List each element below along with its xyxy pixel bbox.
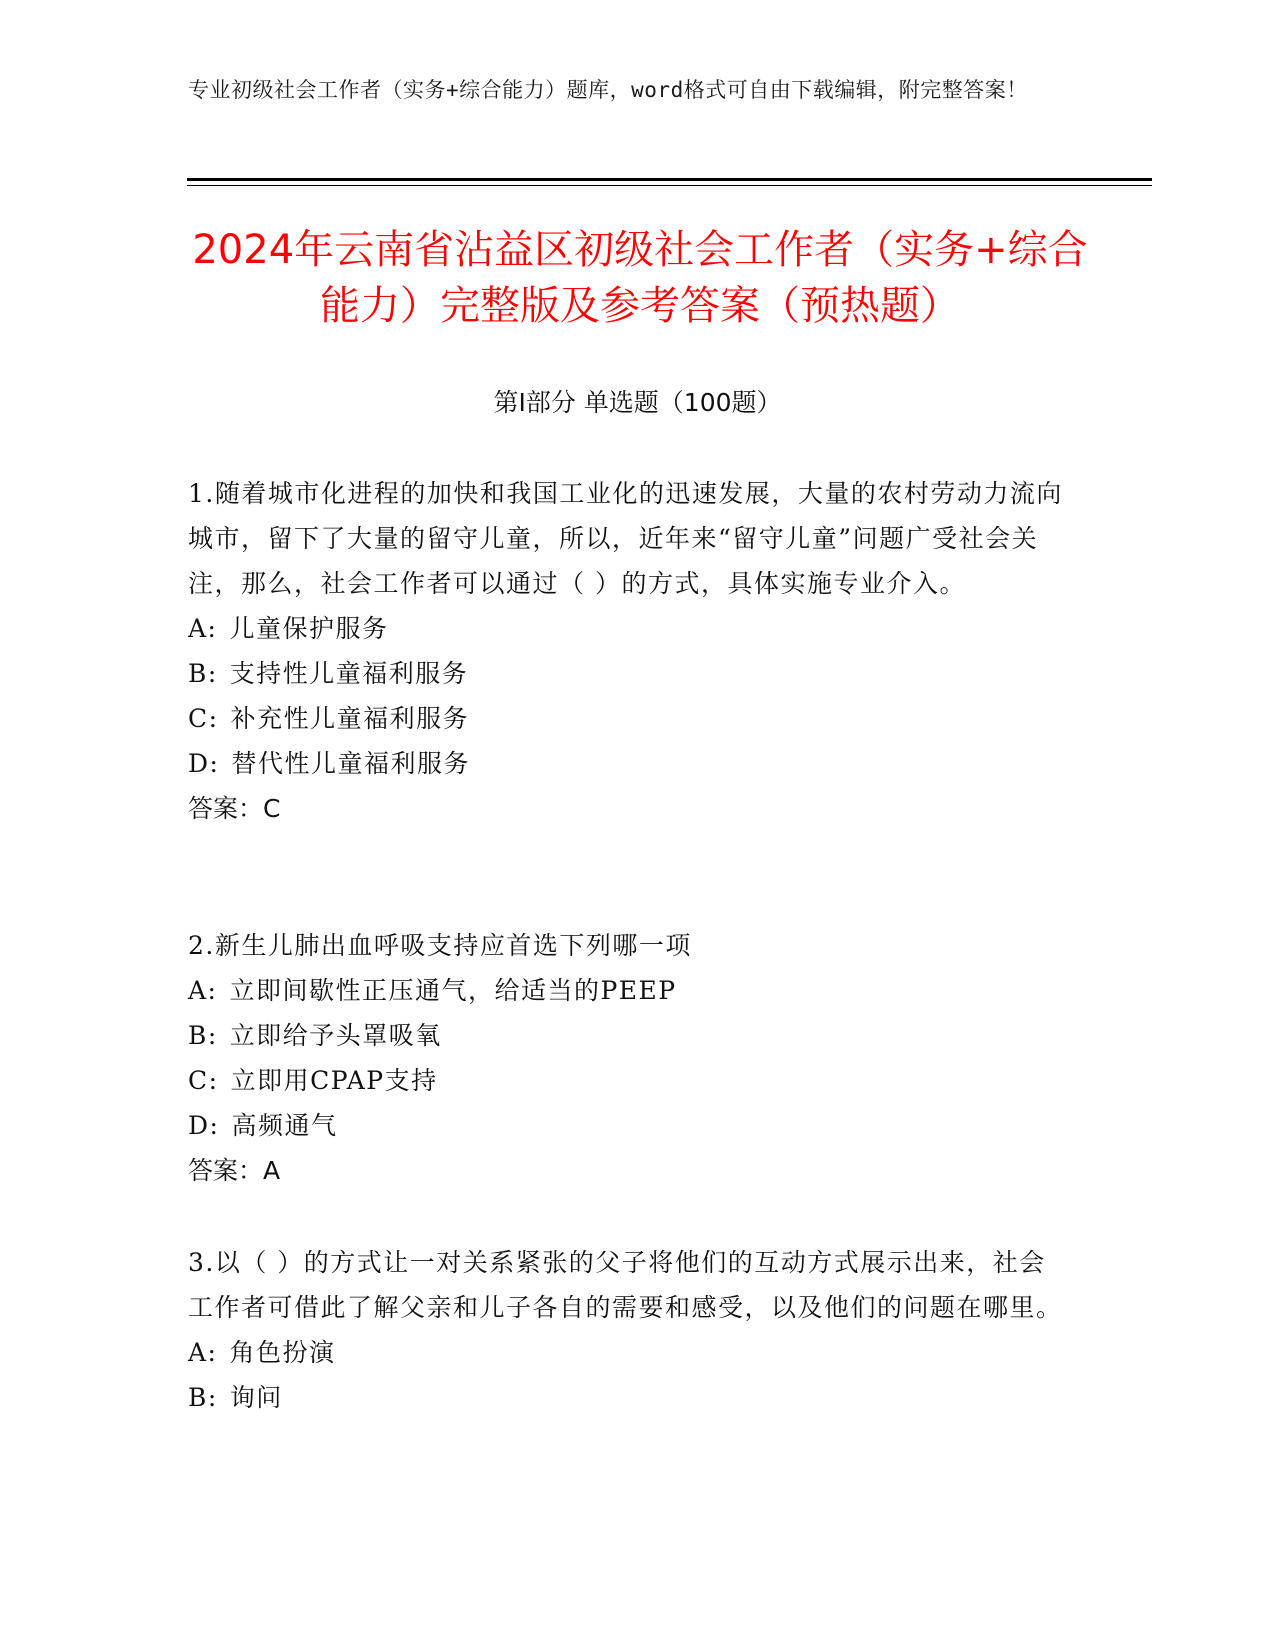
question-stem: 3.以（ ）的方式让一对关系紧张的父子将他们的互动方式展示出来，社会工作者可借此了解父亲和儿子各自的需要和感受，以及他们的问题在哪里。 xyxy=(188,1248,1063,1322)
option-key: D: xyxy=(188,749,220,778)
document-title: 2024年云南省沾益区初级社会工作者（实务+综合能力）完整版及参考答案（预热题） xyxy=(192,227,1088,329)
option-key: B: xyxy=(188,1383,218,1412)
option-text: 询问 xyxy=(229,1383,283,1412)
option-text: 补充性儿童福利服务 xyxy=(230,704,470,733)
option-text: 立即给予头罩吸氧 xyxy=(229,1021,442,1050)
option-text: 角色扮演 xyxy=(229,1338,336,1367)
option-key: D: xyxy=(188,1111,220,1140)
question-3 xyxy=(188,1240,1068,1420)
option-d xyxy=(188,1103,1068,1148)
header-note: 专业初级社会工作者（实务+综合能力）题库，word格式可自由下载编辑，附完整答案！ xyxy=(188,78,1028,102)
question-stem: 2.新生儿肺出血呼吸支持应首选下列哪一项 xyxy=(188,931,692,960)
option-key: B: xyxy=(188,1021,218,1050)
option-key: A: xyxy=(188,976,218,1005)
answer-line: 答案：C xyxy=(188,794,281,823)
option-b xyxy=(188,1375,1068,1420)
option-d xyxy=(188,741,1068,786)
option-b xyxy=(188,651,1068,696)
option-a xyxy=(188,968,1068,1013)
option-text: 支持性儿童福利服务 xyxy=(229,659,469,688)
option-text: 立即间歇性正压通气，给适当的PEEP xyxy=(229,976,677,1005)
option-key: A: xyxy=(188,1338,218,1367)
option-c xyxy=(188,1058,1068,1103)
header-divider-thick xyxy=(187,178,1152,181)
header-divider-thin xyxy=(187,185,1152,186)
option-key: B: xyxy=(188,659,218,688)
option-b xyxy=(188,1013,1068,1058)
option-c xyxy=(188,696,1068,741)
question-stem: 1.随着城市化进程的加快和我国工业化的迅速发展，大量的农村劳动力流向城市，留下了大量的留守儿童，所以，近年来“留守儿童”问题广受社会关注，那么，社会工作者可以通过（ ）的方式，具体实施专业介入。 xyxy=(188,479,1063,598)
option-key: C: xyxy=(188,704,219,733)
question-1 xyxy=(188,471,1068,831)
question-2 xyxy=(188,923,1068,1193)
option-text: 儿童保护服务 xyxy=(229,614,389,643)
option-key: C: xyxy=(188,1066,219,1095)
option-key: A: xyxy=(188,614,218,643)
answer-line: 答案：A xyxy=(188,1156,281,1185)
option-text: 立即用CPAP支持 xyxy=(230,1066,438,1095)
section-heading: 第I部分 单选题（100题） xyxy=(493,388,782,417)
option-text: 高频通气 xyxy=(231,1111,338,1140)
option-a xyxy=(188,606,1068,651)
option-a xyxy=(188,1330,1068,1375)
option-text: 替代性儿童福利服务 xyxy=(231,749,470,778)
